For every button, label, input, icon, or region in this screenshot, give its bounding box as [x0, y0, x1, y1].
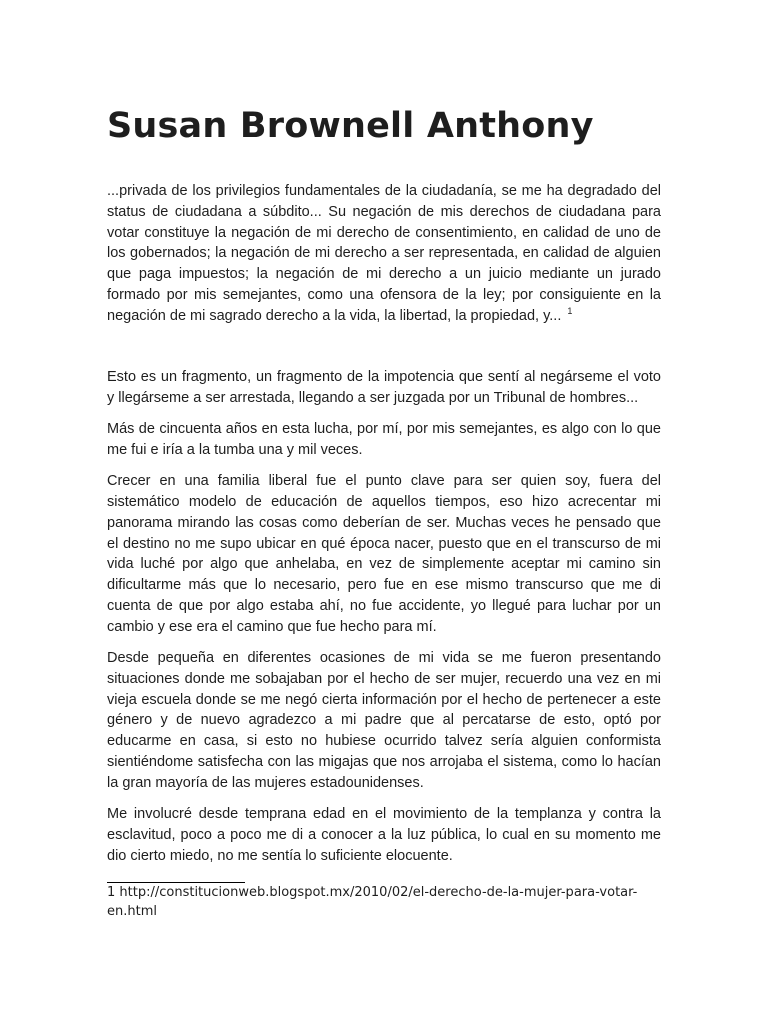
footnote-text: 1 http://constitucionweb.blogspot.mx/2010/02/el-derecho-de-la-mujer-para-votar-en.html [107, 885, 638, 919]
footnote-divider [107, 882, 245, 883]
body-paragraph: Desde pequeña en diferentes ocasiones de mi vida se me fueron presentando situaciones donde me sobajaban por el hecho de ser mujer, recuerdo una vez en mi vieja escuela donde se me negó cierta información por el hecho de pertenecer a este género y de nuevo agradezco a mi padre que al percatarse de esto, optó por educarme en casa, si esto no hubiese ocurrido talvez sería alguien conformista sientiéndome satisfecha con las migajas que nos arrojaba el sistema, como lo hacían la gran mayoría de las mujeres estadounidenses. [107, 650, 661, 791]
body-paragraph: Más de cincuenta años en esta lucha, por mí, por mis semejantes, es algo con lo que me fui e iría a la tumba una y mil veces. [107, 421, 661, 458]
body-text [107, 367, 661, 877]
document-title: Susan Brownell Anthony [107, 106, 594, 146]
body-paragraph: Crecer en una familia liberal fue el punto clave para ser quien soy, fuera del sistemático modelo de educación de aquellos tiempos, eso hizo acrecentar mi panorama mirando las cosas como deberían de ser. Muchas veces he pensado que el destino no me supo ubicar en qué época nacer, puesto que en el transcurso de mi vida luché por algo que anhelaba, en vez de simplemente aceptar mi camino sin dificultarme más que lo necesario, pero fue en ese mismo transcurso que me di cuenta de que por algo estaba ahí, no fue accidente, yo llegué para luchar por un cambio y ese era el camino que fue hecho para mí. [107, 473, 661, 635]
footnote-reference: 1 [567, 305, 573, 316]
body-paragraph: Esto es un fragmento, un fragmento de la impotencia que sentí al negárseme el voto y llegárseme a ser arrestada, llegando a ser juzgada por un Tribunal de hombres... [107, 369, 661, 406]
quote-text: ...privada de los privilegios fundamentales de la ciudadanía, se me ha degradado del status de ciudadana a súbdito... Su negación de mis derechos de ciudadana para votar constituye la negación de mi derecho de consentimiento, en calidad de uno de los gobernados; la negación de mi derecho a ser representada, en calidad de alguien que paga impuestos; la negación de mi derecho a un juicio mediante un jurado formado por mis semejantes, como una ofensora de la ley; por consiguiente en la negación de mi sagrado derecho a la vida, la libertad, la propiedad, y... [107, 183, 661, 324]
body-paragraph: Me involucré desde temprana edad en el movimiento de la templanza y contra la esclavitud, poco a poco me di a conocer a la luz pública, lo cual en su momento me dio cierto miedo, no me sentía lo suficiente elocuente. [107, 806, 661, 864]
quote-paragraph [107, 181, 661, 327]
